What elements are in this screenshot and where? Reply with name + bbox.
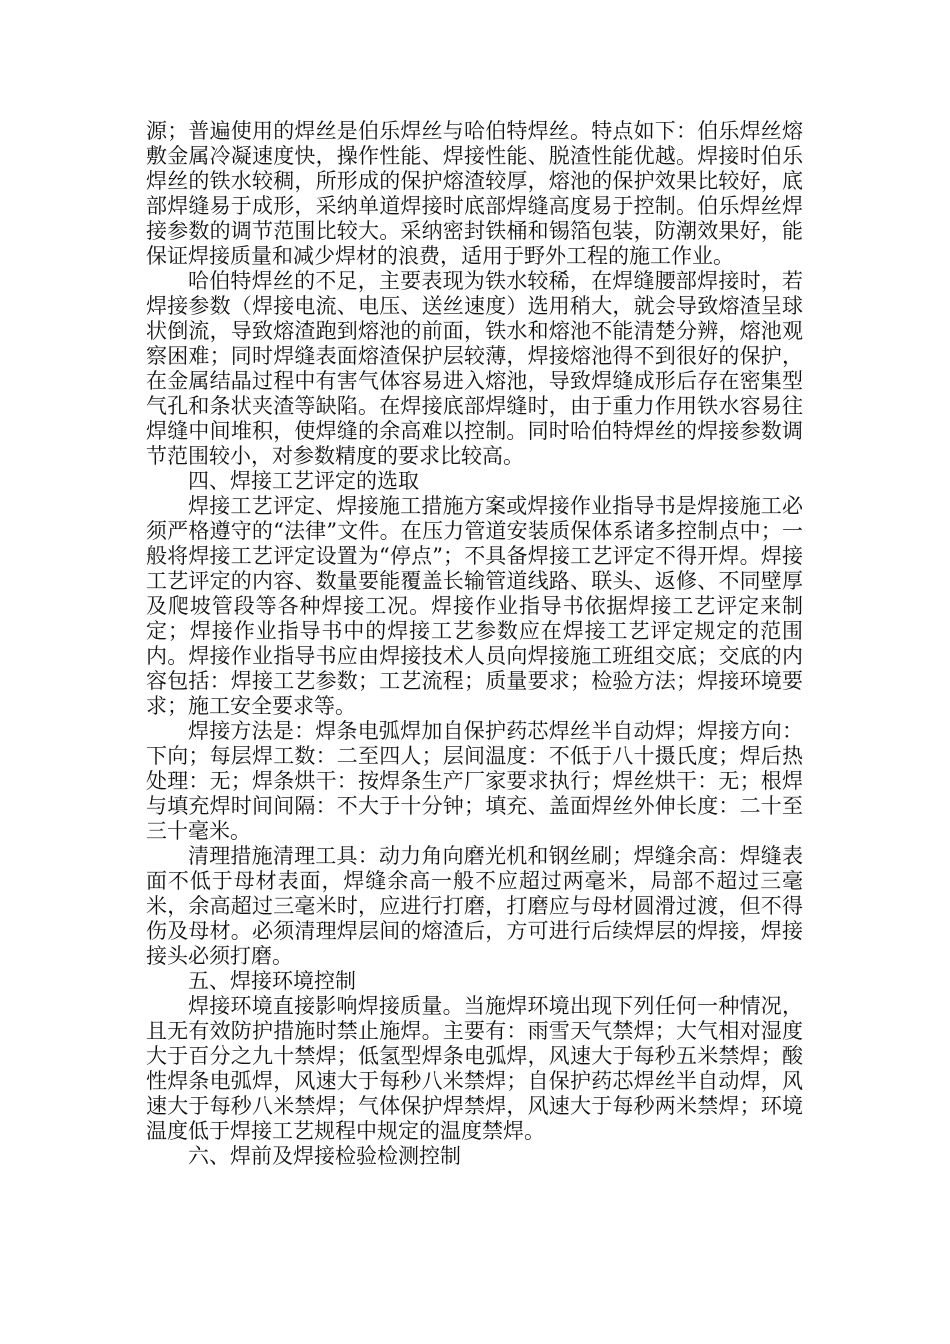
- paragraph-procedure-qualification: 焊接工艺评定、焊接施工措施方案或焊接作业指导书是焊接施工必须严格遵守的“法律”文件。在压力管道安装质保体系诸多控制点中；一般将焊接工艺评定设置为“停点”；不具备焊接工艺评定不得开焊。焊接工艺评定的内容、数量要能覆盖长输管道线路、联头、返修、不同壁厚及爬坡管段等各种焊接工况。焊接作业指导书依据焊接工艺评定来制定；焊接作业指导书中的焊接工艺参数应在焊接工艺评定规定的范围内。焊接作业指导书应由焊接技术人员向焊接施工班组交底；交底的内容包括：焊接工艺参数；工艺流程；质量要求；检验方法；焊接环境要求；施工安全要求等。: [146, 494, 803, 718]
- paragraph-welding-wire-intro: 源；普遍使用的焊丝是伯乐焊丝与哈伯特焊丝。特点如下：伯乐焊丝熔敷金属冷凝速度快，操作性能、焊接性能、脱渣性能优越。焊接时伯乐焊丝的铁水较稠，所形成的保护熔渣较厚，熔池的保护效果比较好，底部焊缝易于成形，采纳单道焊接时底部焊缝高度易于控制。伯乐焊丝焊接参数的调节范围比较大。采纳密封铁桶和锡箔包装，防潮效果好，能保证焊接质量和减少焊材的浪费，适用于野外工程的施工作业。: [146, 119, 803, 268]
- section-heading-procedure-qualification: 四、焊接工艺评定的选取: [188, 469, 419, 493]
- paragraph-environment-control: 焊接环境直接影响焊接质量。当施焊环境出现下列任何一种情况，且无有效防护措施时禁止施焊。主要有：雨雪天气禁焊；大气相对湿度大于百分之九十禁焊；低氢型焊条电弧焊，风速大于每秒五米禁焊；酸性焊条电弧焊，风速大于每秒八米禁焊；自保护药芯焊丝半自动焊，风速大于每秒八米禁焊；气体保护焊禁焊，风速大于每秒两米禁焊；环境温度低于焊接工艺规程中规定的温度禁焊。: [146, 994, 803, 1143]
- document-body: [146, 119, 803, 1169]
- section-heading-inspection-control: 六、焊前及焊接检验检测控制: [188, 1144, 461, 1168]
- paragraph-welding-method: 焊接方法是：焊条电弧焊加自保护药芯焊丝半自动焊；焊接方向：下向；每层焊工数：二至四人；层间温度：不低于八十摄氏度；焊后热处理：无；焊条烘干：按焊条生产厂家要求执行；焊丝烘干：无；根焊与填充焊时间间隔：不大于十分钟；填充、盖面焊丝外伸长度：二十至三十毫米。: [146, 719, 803, 843]
- paragraph-habot-wire-deficiencies: 哈伯特焊丝的不足，主要表现为铁水较稀，在焊缝腰部焊接时，若焊接参数（焊接电流、电压、送丝速度）选用稍大，就会导致熔渣呈球状倒流，导致熔渣跑到熔池的前面，铁水和熔池不能清楚分辨，熔池观察困难；同时焊缝表面熔渣保护层较薄，焊接熔池得不到很好的保护，在金属结晶过程中有害气体容易进入熔池，导致焊缝成形后存在密集型气孔和条状夹渣等缺陷。在焊接底部焊缝时，由于重力作用铁水容易往焊缝中间堆积，使焊缝的余高难以控制。同时哈伯特焊丝的焊接参数调节范围较小，对参数精度的要求比较高。: [146, 269, 803, 468]
- paragraph-cleaning-measures: 清理措施清理工具：动力角向磨光机和钢丝刷；焊缝余高：焊缝表面不低于母材表面，焊缝余高一般不应超过两毫米，局部不超过三毫米，余高超过三毫米时，应进行打磨，打磨应与母材圆滑过渡，但不得伤及母材。必须清理焊层间的熔渣后，方可进行后续焊层的焊接，焊接接头必须打磨。: [146, 844, 803, 968]
- section-heading-environment-control: 五、焊接环境控制: [188, 969, 356, 993]
